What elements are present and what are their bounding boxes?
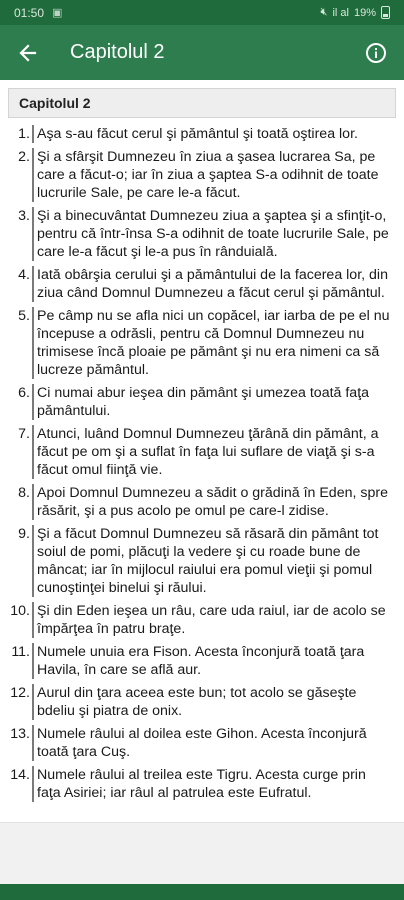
verse-divider — [32, 602, 34, 638]
battery-percent: 19% — [353, 6, 376, 19]
verse-number: 13. — [10, 726, 30, 742]
battery-icon — [381, 6, 390, 19]
chapter-heading: Capitolul 2 — [8, 88, 396, 118]
verse-item[interactable] — [8, 207, 396, 261]
notification-icon: ▣ — [52, 7, 63, 19]
verse-number: 6. — [18, 385, 30, 401]
arrow-left-icon — [18, 43, 38, 63]
status-bar — [0, 0, 404, 25]
verse-number: 9. — [18, 526, 30, 542]
verse-number: 3. — [18, 208, 30, 224]
verse-divider — [32, 307, 34, 379]
verse-text: Şi a binecuvântat Dumnezeu ziua a şaptea şi a sfinţit-o, pentru că într-însa S-a odihnit de toate lucrurile Sale, pe care le-a făcut şi le-a pus în rânduială. — [37, 208, 389, 260]
verse-item[interactable] — [8, 148, 396, 202]
verse-divider — [32, 125, 34, 143]
info-button[interactable] — [348, 25, 404, 80]
verse-item[interactable] — [8, 384, 396, 420]
verse-divider — [32, 766, 34, 802]
verse-item[interactable] — [8, 766, 396, 802]
info-icon — [365, 42, 387, 64]
verse-item[interactable] — [8, 484, 396, 520]
verse-item[interactable] — [8, 602, 396, 638]
verse-divider — [32, 207, 34, 261]
verse-text: Atunci, luând Domnul Dumnezeu ţărână din pământ, a făcut pe om şi a suflat în faţa lui suflare de viaţă şi s-a făcut omul fiinţă vie. — [37, 426, 379, 478]
verse-divider — [32, 643, 34, 679]
verse-number: 7. — [18, 426, 30, 442]
verse-text: Iată obârşia cerului şi a pământului de la facerea lor, din ziua când Domnul Dumnezeu a făcut cerul şi pământul. — [37, 267, 388, 301]
verse-text: Aşa s-au făcut cerul şi pământul şi toată oştirea lor. — [37, 126, 358, 142]
verse-item[interactable] — [8, 725, 396, 761]
verse-number: 2. — [18, 149, 30, 165]
verse-text: Aurul din ţara aceea este bun; tot acolo se găseşte bdeliu şi piatra de onix. — [37, 685, 357, 719]
verse-divider — [32, 384, 34, 420]
verse-number: 11. — [11, 644, 30, 660]
verse-divider — [32, 266, 34, 302]
chapter-content[interactable] — [0, 80, 404, 822]
verse-divider — [32, 725, 34, 761]
verse-text: Numele râului al treilea este Tigru. Acesta curge prin faţa Asiriei; iar râul al patrulea este Eufratul. — [37, 767, 366, 801]
signal-icon: il al — [332, 6, 349, 19]
verse-divider — [32, 684, 34, 720]
back-button[interactable] — [0, 25, 56, 80]
status-time: 01:50 — [14, 5, 45, 20]
verse-number: 5. — [18, 308, 30, 324]
verse-divider — [32, 525, 34, 597]
verse-text: Şi a făcut Domnul Dumnezeu să răsară din pământ tot soiul de pomi, plăcuţi la vedere şi cu roade bune de mâncat; iar în mijlocul raiului era pomul vieţii şi pomul cunoştinţei binelui şi răului. — [37, 526, 379, 596]
verse-number: 10. — [10, 603, 30, 619]
mute-icon: 🔇︎ — [320, 6, 328, 18]
system-navigation-bar — [0, 884, 404, 900]
verse-number: 4. — [18, 267, 30, 283]
verse-text: Apoi Domnul Dumnezeu a sădit o grădină în Eden, spre răsărit, şi a pus acolo pe omul pe care-l zidise. — [37, 485, 388, 519]
verse-text: Numele râului al doilea este Gihon. Acesta înconjură toată ţara Cuş. — [37, 726, 367, 760]
bottom-panel — [0, 822, 404, 884]
app-bar — [0, 25, 404, 80]
verse-divider — [32, 484, 34, 520]
verse-text: Ci numai abur ieşea din pământ şi umezea toată faţa pământului. — [37, 385, 370, 419]
status-indicators — [321, 6, 390, 19]
verse-item[interactable] — [8, 125, 396, 143]
page-title: Capitolul 2 — [70, 41, 165, 63]
verse-number: 8. — [18, 485, 30, 501]
verse-divider — [32, 148, 34, 202]
verse-number: 12. — [10, 685, 30, 701]
verse-number: 1. — [18, 126, 30, 142]
verse-text: Pe câmp nu se afla nici un copăcel, iar iarba de pe el nu începuse a odrăsli, pentru că Domnul Dumnezeu nu trimisese încă ploaie pe pământ şi nu era nimeni ca să lucreze pământul. — [37, 308, 390, 378]
verse-divider — [32, 425, 34, 479]
verse-text: Numele unuia era Fison. Acesta înconjură toată ţara Havila, în care se află aur. — [37, 644, 365, 678]
verse-text: Şi din Eden ieşea un râu, care uda raiul, iar de acolo se împărţea în patru braţe. — [37, 603, 386, 637]
verse-text: Şi a sfârşit Dumnezeu în ziua a şasea lucrarea Sa, pe care a făcut-o; iar în ziua a şaptea S-a odihnit de toate lucrurile Sale, pe care le-a făcut. — [37, 149, 379, 201]
verse-number: 14. — [10, 767, 30, 783]
verse-item[interactable] — [8, 425, 396, 479]
verse-list — [0, 118, 404, 802]
verse-item[interactable] — [8, 307, 396, 379]
verse-item[interactable] — [8, 684, 396, 720]
verse-item[interactable] — [8, 266, 396, 302]
verse-item[interactable] — [8, 525, 396, 597]
verse-item[interactable] — [8, 643, 396, 679]
